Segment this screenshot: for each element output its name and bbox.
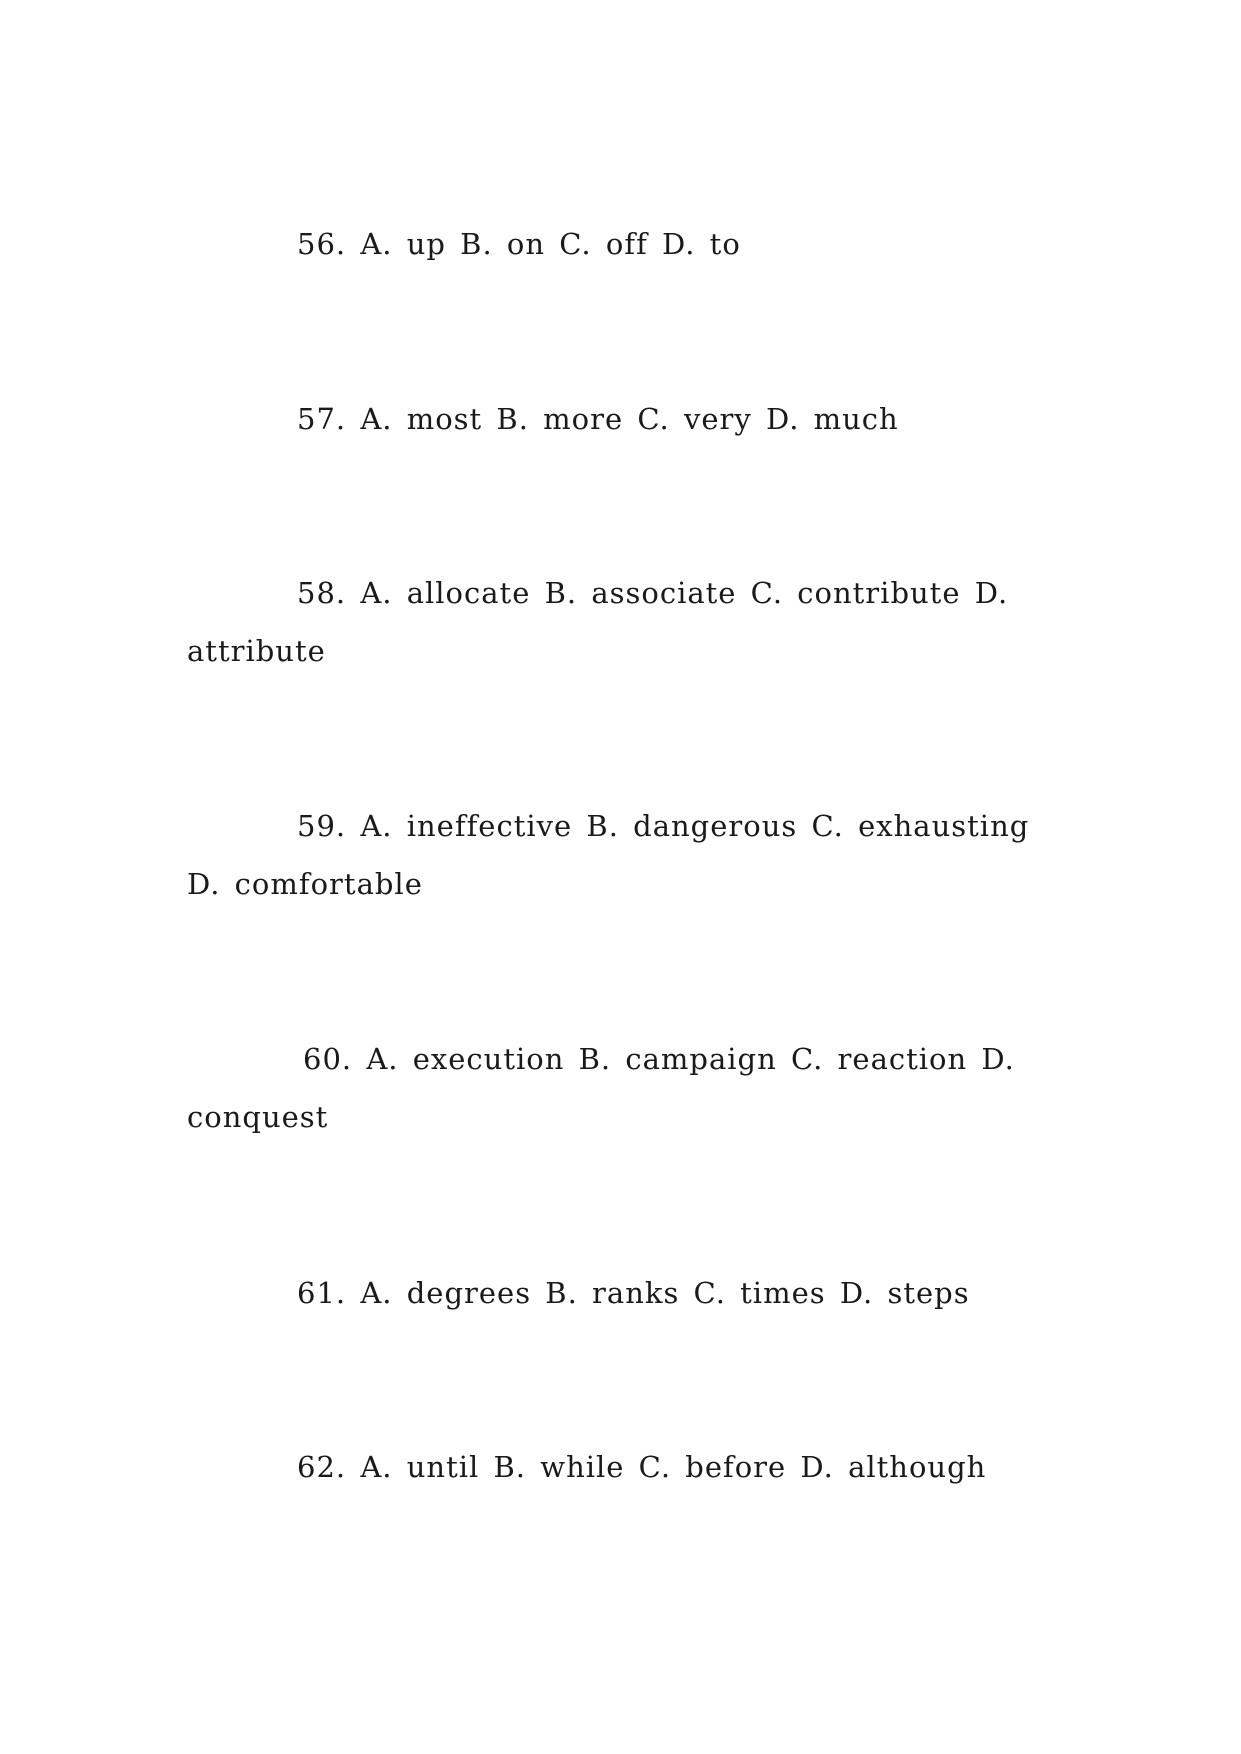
question-57-text: 57. A. most B. more C. very D. much bbox=[297, 402, 899, 436]
question-60 bbox=[187, 1030, 1057, 1146]
question-58 bbox=[187, 564, 1057, 680]
question-60-text: 60. A. execution B. campaign C. reaction D. conquest bbox=[187, 1042, 1015, 1134]
question-61-text: 61. A. degrees B. ranks C. times D. steps bbox=[297, 1276, 970, 1310]
question-61 bbox=[187, 1264, 1057, 1322]
question-56-text: 56. A. up B. on C. off D. to bbox=[297, 227, 741, 261]
question-57 bbox=[187, 390, 1057, 448]
question-62-text: 62. A. until B. while C. before D. although bbox=[297, 1450, 987, 1484]
question-56 bbox=[187, 215, 1057, 273]
question-59 bbox=[187, 797, 1057, 913]
question-58-text: 58. A. allocate B. associate C. contribute D. attribute bbox=[187, 576, 1009, 668]
question-62 bbox=[187, 1438, 1057, 1496]
question-59-text: 59. A. ineffective B. dangerous C. exhausting D. comfortable bbox=[187, 809, 1030, 901]
